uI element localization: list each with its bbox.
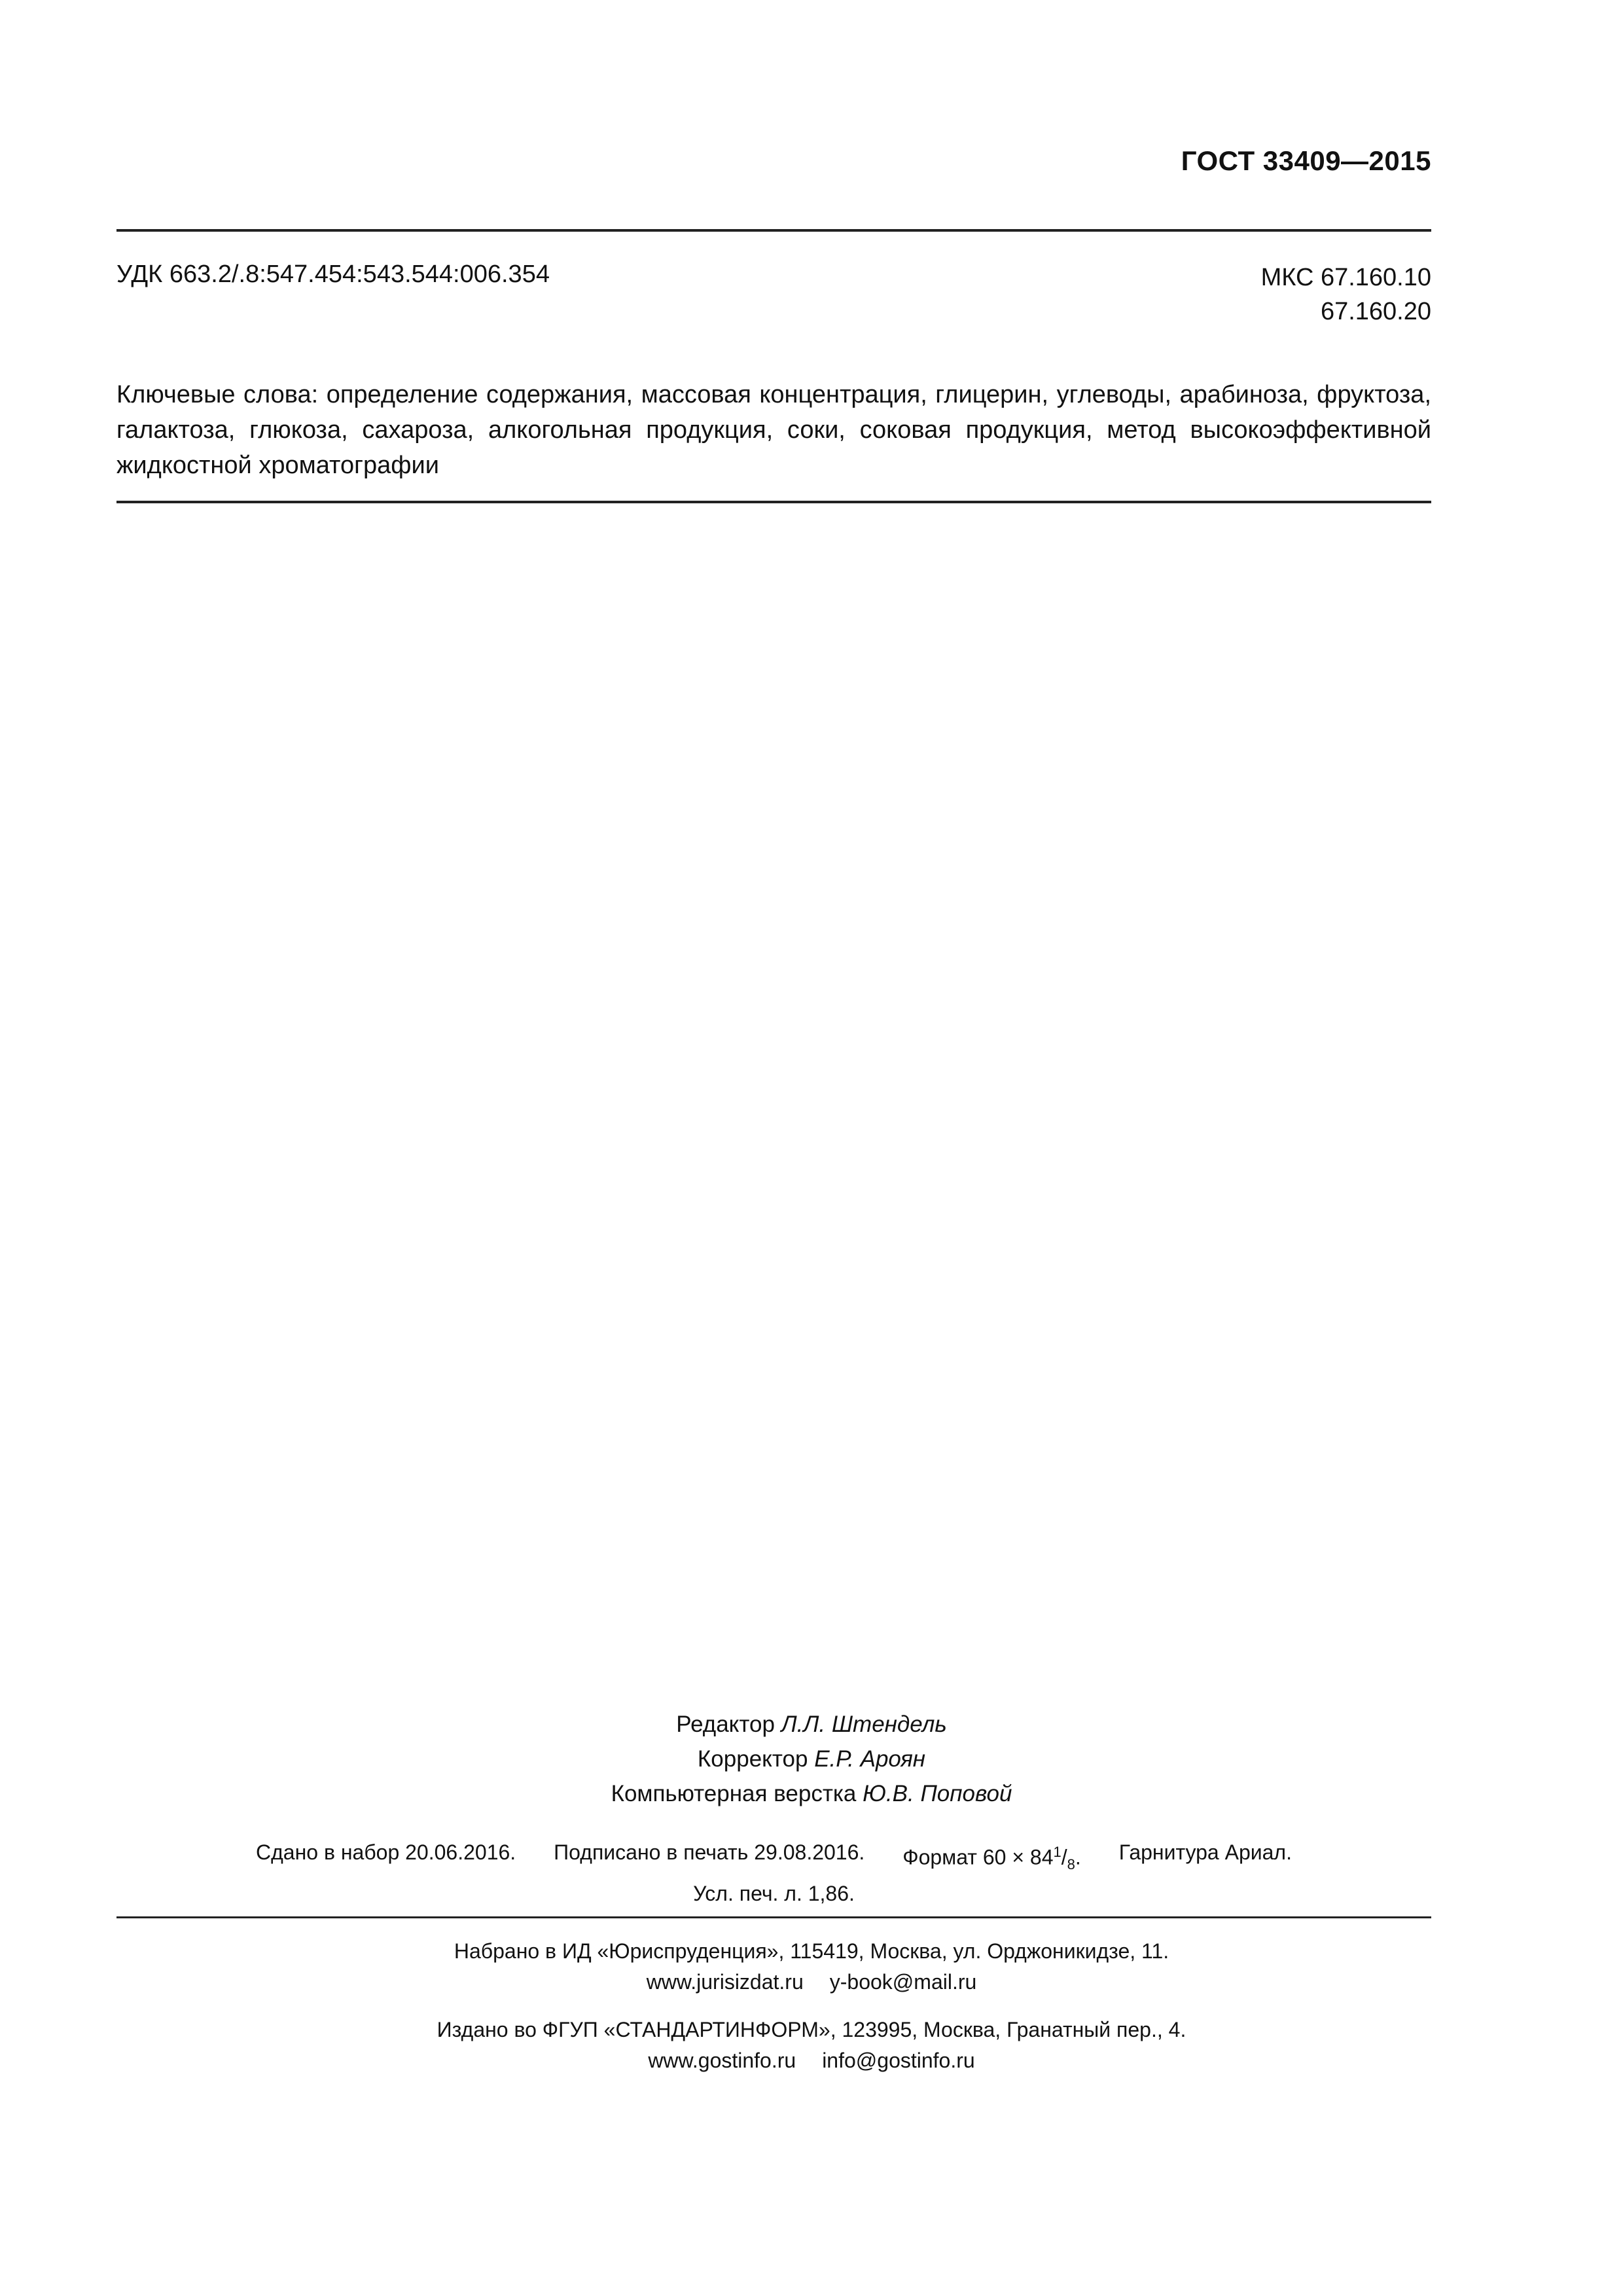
publisher-site-link[interactable]: www.gostinfo.ru — [648, 2049, 796, 2072]
mks-line-1: МКС 67.160.10 — [1260, 264, 1431, 291]
corrector-line — [0, 1742, 1623, 1776]
bottom-divider — [116, 1916, 1431, 1918]
mks-codes — [1261, 260, 1431, 329]
format-suffix: . — [1075, 1845, 1081, 1869]
mks-line-2: 67.160.20 — [1320, 298, 1431, 325]
standard-code: ГОСТ 33409—2015 — [1181, 145, 1431, 176]
submitted-date: Сдано в набор 20.06.2016. — [256, 1840, 516, 1864]
format-slash: / — [1061, 1845, 1067, 1869]
signed-date: Подписано в печать 29.08.2016. — [554, 1840, 865, 1864]
publication-row — [116, 1838, 1431, 1879]
keywords-divider — [116, 501, 1431, 503]
layout-label: Компьютерная верстка — [611, 1781, 857, 1806]
corrector-name: Е.Р. Ароян — [814, 1746, 926, 1772]
format-prefix: Формат 60 × 84 — [902, 1845, 1054, 1869]
format-sub: 8 — [1067, 1856, 1075, 1873]
typeset-text: Набрано в ИД «Юриспруденция», 115419, Москва, ул. Орджоникидзе, 11. — [454, 1939, 1169, 1963]
format-info — [902, 1838, 1081, 1879]
editor-line — [0, 1707, 1623, 1742]
format-sup: 1 — [1053, 1844, 1061, 1860]
keywords-paragraph: Ключевые слова: определение содержания, массовая концентрация, глицерин, углеводы, арабиноза, фруктоза, галактоза, глюкоза, сахароза, алкогольная продукция, соки, соковая продукция, метод высокоэффективной жидкостной хроматографии — [116, 381, 1431, 479]
udk-code: УДК 663.2/.8:547.454:543.544:006.354 — [116, 260, 550, 288]
credits-block — [0, 1707, 1623, 1811]
typeset-email-link[interactable]: y-book@mail.ru — [829, 1970, 977, 1994]
publisher-block — [0, 2015, 1623, 2076]
publication-info — [116, 1838, 1431, 1908]
typeface-info: Гарнитура Ариал. — [1118, 1840, 1292, 1864]
publisher-email-link[interactable]: info@gostinfo.ru — [822, 2049, 975, 2072]
print-sheets: Усл. печ. л. 1,86. — [693, 1882, 855, 1906]
editor-name: Л.Л. Штендель — [781, 1712, 947, 1737]
typeset-links — [0, 1967, 1623, 1998]
layout-line — [0, 1776, 1623, 1811]
corrector-label: Корректор — [697, 1746, 808, 1772]
publisher-links — [0, 2045, 1623, 2076]
typeset-block — [0, 1936, 1623, 1998]
typeset-site-link[interactable]: www.jurisizdat.ru — [646, 1970, 804, 1994]
layout-name: Ю.В. Поповой — [863, 1781, 1012, 1806]
top-divider — [116, 229, 1431, 232]
publisher-text: Издано во ФГУП «СТАНДАРТИНФОРМ», 123995, Москва, Гранатный пер., 4. — [437, 2018, 1186, 2041]
editor-label: Редактор — [676, 1712, 775, 1737]
